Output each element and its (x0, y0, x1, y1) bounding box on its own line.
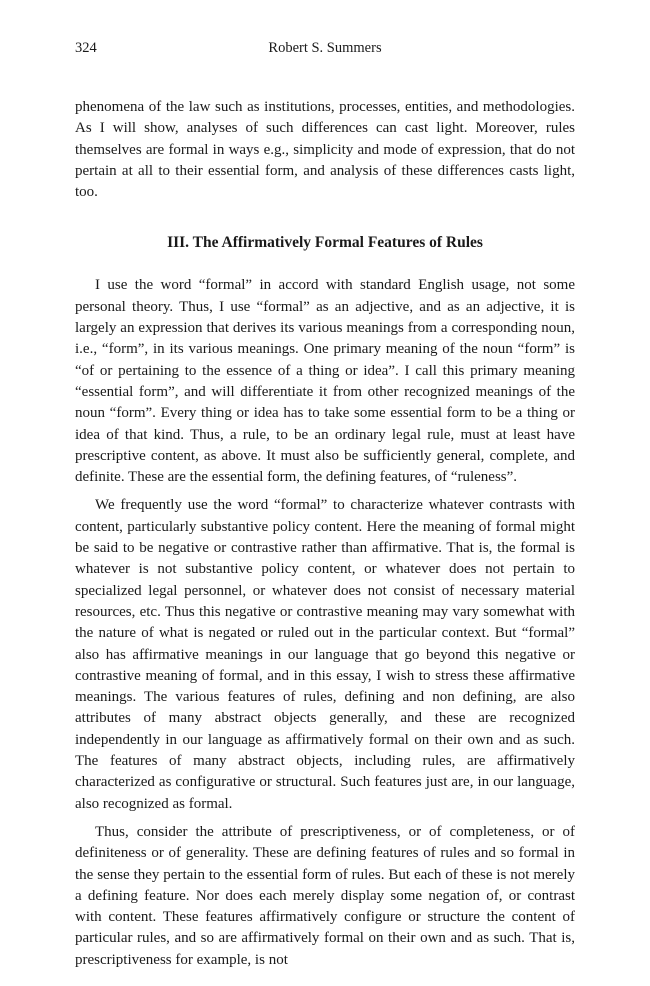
page-body (75, 97, 575, 971)
running-head: Robert S. Summers (268, 40, 382, 56)
page-header (75, 40, 575, 60)
body-paragraph: I use the word “formal” in accord with standard English usage, not some personal theory. Thus, I use “formal” as an adjective, and as an adjective, it is largely an expression that derives its various meanings from a corresponding noun, i.e., “form”, in its various meanings. One primary meaning of the noun “form” is “of or pertaining to the essence of a thing or idea”. I call this primary meaning “essential form”, and will differentiate it from other recognized meanings of the noun “form”. Every thing or idea has to take some essential form to be a thing or idea of that kind. Thus, a rule, to be an ordinary legal rule, must at least have prescriptive content, as above. It must also be sufficiently general, complete, and definite. These are the essential form, the defining features, of “ruleness”. (75, 277, 575, 486)
body-paragraph: We frequently use the word “formal” to characterize whatever contrasts with content, particularly substantive policy content. Here the meaning of formal might be said to be negative or contrastive rather than affirmative. That is, the formal is whatever is not substantive policy content, or whatever does not pertain to specialized legal personnel, or whatever does not consist of necessary material resources, etc. Thus this negative or contrastive meaning may vary somewhat with the nature of what is negated or ruled out in the particular context. But “formal” also has affirmative meanings in our language that go beyond this negative or contrastive meaning of formal, and in this essay, I wish to stress these affirmative meanings. The various features of rules, defining and non defining, are also attributes of many abstract objects generally, and these are recognized independently in our language as affirmatively formal on their own and as such. The features of many abstract objects, including rules, are affirmatively characterized as configurative or structural. Such features just are, in our language, also recognized as formal. (75, 497, 575, 812)
page-number: 324 (75, 40, 97, 56)
body-paragraph: Thus, consider the attribute of prescriptiveness, or of completeness, or of definiteness or of generality. These are defining features of rules and so formal in the sense they pertain to the essential form of rules. But each of these is not merely a defining feature. Nor does each merely display some negation of, or contrast with content. These features affirmatively configure or structure the content of particular rules, and so are affirmatively formal on their own and as such. That is, prescriptiveness for example, is not (75, 823, 575, 968)
section-heading: III. The Affirmatively Formal Features of Rules (167, 234, 483, 252)
intro-paragraph: phenomena of the law such as institutions, processes, entities, and methodologies. As I will show, analyses of such differences can cast light. Moreover, rules themselves are formal in ways e.g., simplicity and mode of expression, that do not pertain at all to their essential form, and analysis of these differences casts light, too. (75, 99, 575, 201)
